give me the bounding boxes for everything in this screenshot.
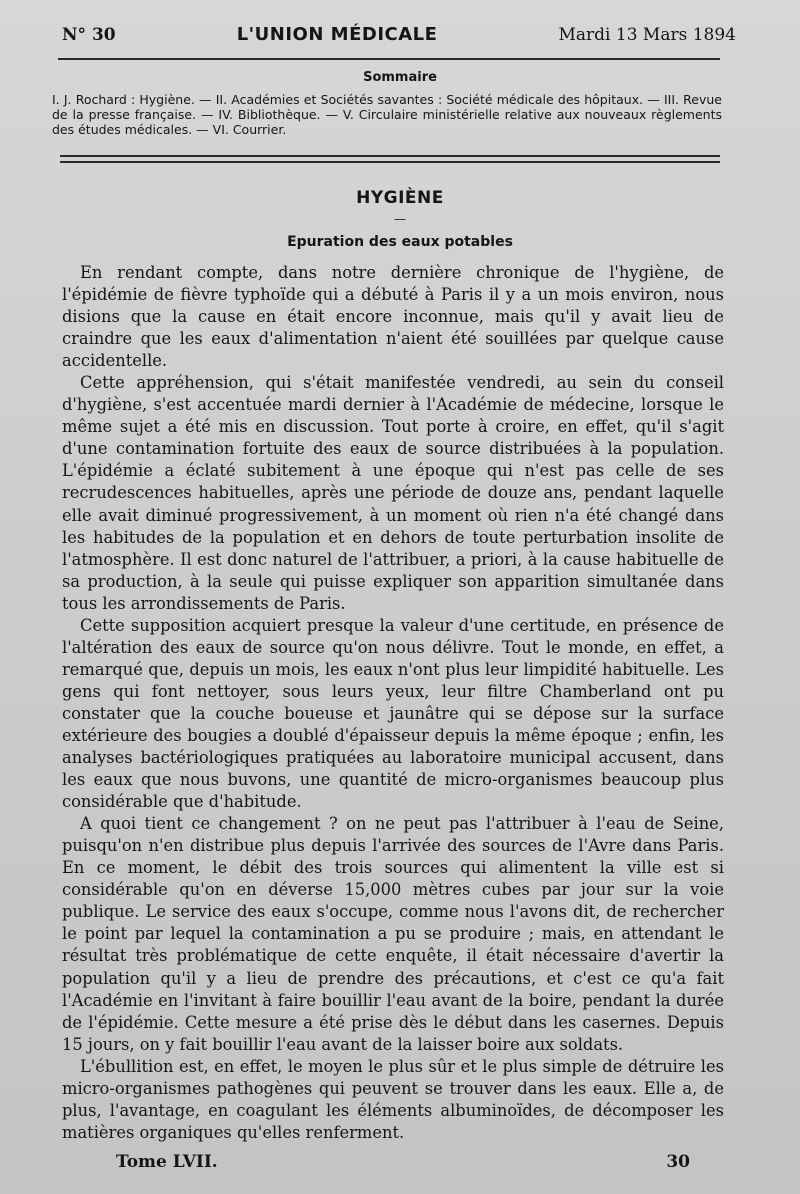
issue-date: Mardi 13 Mars 1894: [558, 25, 736, 45]
page-number: 30: [666, 1152, 690, 1172]
article-title: Epuration des eaux potables: [287, 234, 513, 250]
header-rule: [58, 58, 720, 60]
paragraph: En rendant compte, dans notre dernière chronique de l'hygiène, de l'épidémie de fièvre typhoïde qui a débuté à Paris il y a un mois environ, nous disions que la cause en était encore inconnue, mais qu'il y avait lieu de craindre que les eaux d'alimentation n'aient été souillées par quelque cause accidentelle.: [62, 263, 724, 371]
journal-title: L'UNION MÉDICALE: [236, 24, 438, 45]
section-dash: —: [394, 212, 406, 226]
section-title: HYGIÈNE: [356, 188, 444, 208]
article-body: [62, 262, 724, 1144]
tome-label: Tome LVII.: [116, 1152, 218, 1172]
paragraph: Cette appréhension, qui s'était manifestée vendredi, au sein du conseil d'hygiène, s'est accentuée mardi dernier à l'Académie de médecine, lorsque le même sujet a été mis en discussion. Tout porte à croire, en effet, qu'il s'agit d'une contamination fortuite des eaux de source distribuées à la population. L'épidémie a éclaté subitement à une époque qui n'est pas celle de ses recrudescences habituelles, après une période de douze ans, pendant laquelle elle avait diminué progressivement, à un moment où rien n'a été changé dans les habitudes de la population et en dehors de toute perturbation insolite de l'atmosphère. Il est donc naturel de l'attribuer, a priori, à la cause habituelle de sa production, à la seule qui puisse expliquer son apparition simultanée dans tous les arrondissements de Paris.: [62, 373, 724, 613]
issue-number: N° 30: [62, 25, 116, 45]
sommaire-title: Sommaire: [363, 70, 437, 85]
sommaire-text: I. J. Rochard : Hygiène. — II. Académies et Sociétés savantes : Société médicale des hôpitaux. — III. Revue de la presse française. — IV. Bibliothèque. — V. Circulaire ministérielle relative aux nouveaux règlements des études médicales. — VI. Courrier.: [52, 92, 722, 137]
page-footer: [116, 1152, 690, 1172]
section-divider: [60, 155, 720, 163]
paragraph: L'ébullition est, en effet, le moyen le plus sûr et le plus simple de détruire les micro-organismes pathogènes qui peuvent se trouver dans les eaux. Elle a, de plus, l'avantage, en coagulant les éléments albuminoïdes, de décomposer les matières organiques qu'elles renferment.: [62, 1056, 724, 1142]
page-header: [62, 24, 736, 54]
paragraph: A quoi tient ce changement ? on ne peut pas l'attribuer à l'eau de Seine, puisqu'on n'en distribue plus depuis l'arrivée des sources de l'Avre dans Paris. En ce moment, le débit des trois sources qui alimentent la ville est si considérable qu'on en déverse 15,000 mètres cubes par jour sur la voie publique. Le service des eaux s'occupe, comme nous l'avons dit, de rechercher le point par lequel la contamination a pu se produire ; mais, en attendant le résultat très problématique de cette enquête, il était nécessaire d'avertir la population qu'il y a lieu de prendre des précautions, et c'est ce qu'a fait l'Académie en l'invitant à faire bouillir l'eau avant de la boire, pendant la durée de l'épidémie. Cette mesure a été prise dès le début dans les casernes. Depuis 15 jours, on y fait bouillir l'eau avant de la laisser boire aux soldats.: [62, 814, 724, 1054]
paragraph: Cette supposition acquiert presque la valeur d'une certitude, en présence de l'altération des eaux de source qu'on nous délivre. Tout le monde, en effet, a remarqué que, depuis un mois, les eaux n'ont plus leur limpidité habituelle. Les gens qui font nettoyer, sous leurs yeux, leur filtre Chamberland ont pu constater que la couche boueuse et jaunâtre qui se dépose sur la surface extérieure des bougies a doublé d'épaisseur depuis la même époque ; enfin, les analyses bactériologiques pratiquées au laboratoire municipal accusent, dans les eaux que nous buvons, une quantité de micro-organismes beaucoup plus considérable que d'habitude.: [62, 615, 724, 812]
